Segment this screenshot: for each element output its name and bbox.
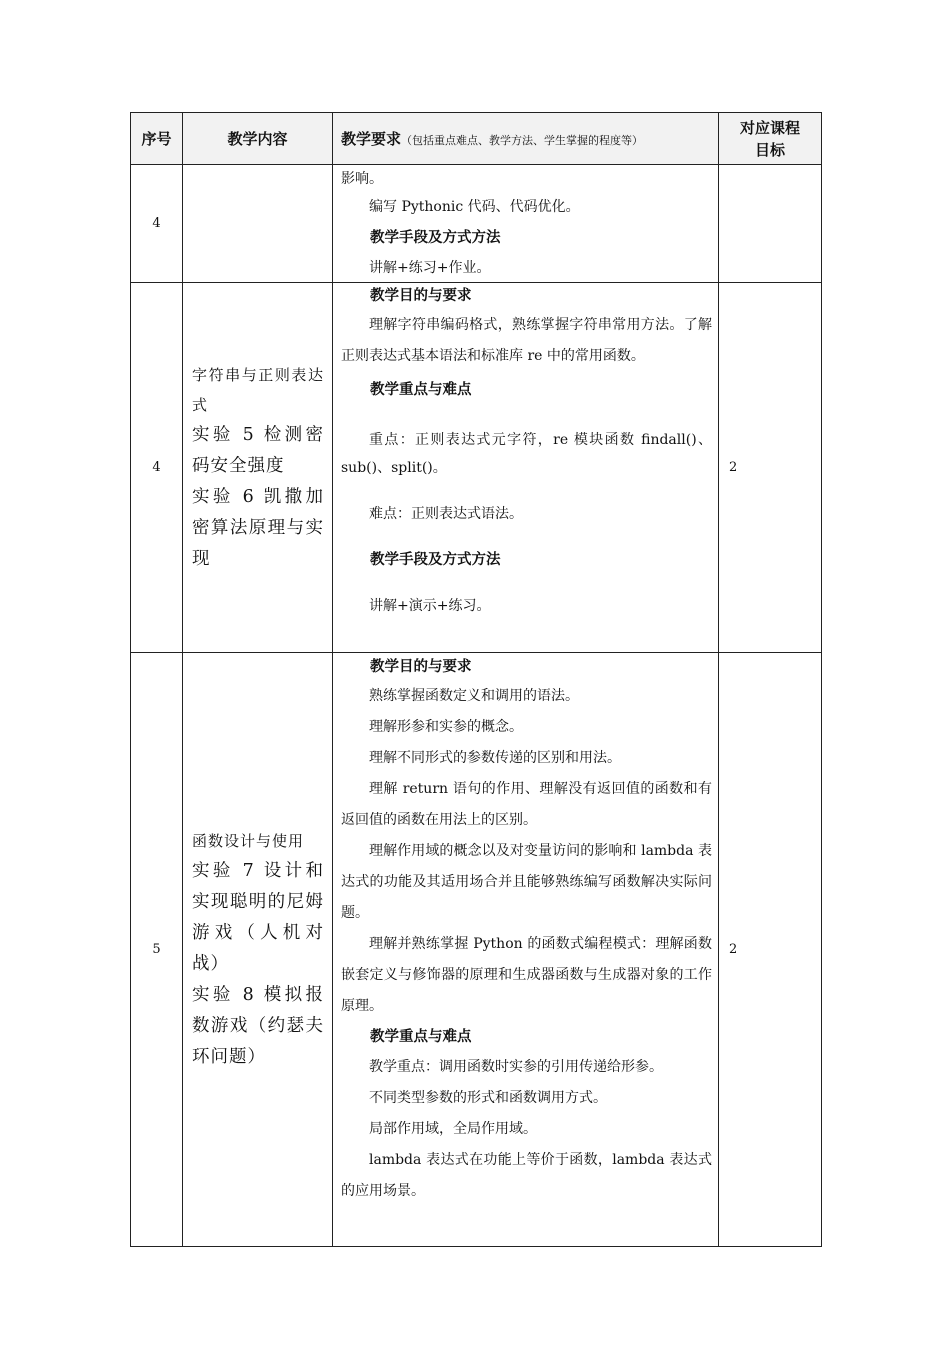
req-line: 编写 Pythonic 代码、代码优化。 bbox=[369, 199, 580, 215]
req-heading: 教学手段及方式方法 bbox=[370, 552, 501, 568]
row-requirements bbox=[333, 653, 719, 1247]
row-requirements bbox=[333, 165, 719, 283]
row-goal: 2 bbox=[719, 283, 822, 653]
header-seq: 序号 bbox=[131, 113, 183, 165]
row-goal bbox=[719, 165, 822, 283]
syllabus-table bbox=[130, 112, 822, 1247]
req-heading: 教学重点与难点 bbox=[370, 382, 472, 398]
header-requirements-main: 教学要求 bbox=[341, 130, 402, 148]
req-heading: 教学手段及方式方法 bbox=[370, 230, 501, 246]
req-line: 不同类型参数的形式和函数调用方式。 bbox=[369, 1090, 607, 1106]
req-line: lambda 表达式在功能上等价于函数，lambda 表达式的应用场景。 bbox=[341, 1152, 712, 1199]
req-heading: 教学重点与难点 bbox=[370, 1029, 472, 1045]
req-line: 熟练掌握函数定义和调用的语法。 bbox=[369, 688, 579, 704]
header-content: 教学内容 bbox=[183, 113, 333, 165]
req-line: 重点：正则表达式元字符，re 模块函数 findall()、sub()、split()。 bbox=[341, 432, 712, 476]
req-line: 理解字符串编码格式，熟练掌握字符串常用方法。了解正则表达式基本语法和标准库 re 中的常用函数。 bbox=[341, 317, 712, 364]
header-goal-line2: 目标 bbox=[754, 140, 785, 159]
header-goal-line1: 对应课程 bbox=[739, 118, 800, 137]
req-line: 讲解+演示+练习。 bbox=[369, 598, 491, 614]
req-line: 影响。 bbox=[341, 171, 383, 187]
req-line: 教学重点：调用函数时实参的引用传递给形参。 bbox=[369, 1059, 663, 1075]
table-header-row bbox=[131, 113, 822, 165]
content-title: 字符串与正则表达式 bbox=[192, 366, 324, 414]
table-row bbox=[131, 165, 822, 283]
row-num: 4 bbox=[131, 165, 183, 283]
content-experiment: 实验 6 凯撒加密算法原理与实现 bbox=[192, 487, 324, 569]
req-line: 理解不同形式的参数传递的区别和用法。 bbox=[369, 750, 621, 766]
header-requirements-note: （包括重点难点、教学方法、学生掌握的程度等） bbox=[401, 134, 644, 147]
row-content bbox=[183, 283, 333, 653]
header-requirements bbox=[333, 113, 719, 165]
header-goal bbox=[719, 113, 822, 165]
row-num: 4 bbox=[131, 283, 183, 653]
row-goal: 2 bbox=[719, 653, 822, 1247]
req-line: 理解形参和实参的概念。 bbox=[369, 719, 523, 735]
req-line: 理解 return 语句的作用、理解没有返回值的函数和有返回值的函数在用法上的区别。 bbox=[341, 781, 712, 828]
syllabus-table-page bbox=[130, 112, 821, 1246]
row-content bbox=[183, 165, 333, 283]
req-line: 难点：正则表达式语法。 bbox=[369, 506, 523, 522]
req-heading: 教学目的与要求 bbox=[370, 288, 472, 304]
row-content bbox=[183, 653, 333, 1247]
content-experiment: 实验 8 模拟报数游戏（约瑟夫环问题） bbox=[192, 985, 324, 1067]
row-requirements bbox=[333, 283, 719, 653]
table-row bbox=[131, 283, 822, 653]
req-heading: 教学目的与要求 bbox=[370, 659, 472, 675]
content-experiment: 实验 5 检测密码安全强度 bbox=[192, 425, 324, 476]
content-title: 函数设计与使用 bbox=[192, 832, 305, 850]
table-row bbox=[131, 653, 822, 1247]
row-num: 5 bbox=[131, 653, 183, 1247]
req-line: 理解并熟练掌握 Python 的函数式编程模式：理解函数嵌套定义与修饰器的原理和生成器函数与生成器对象的工作原理。 bbox=[341, 936, 712, 1014]
req-line: 讲解+练习+作业。 bbox=[369, 260, 491, 276]
req-line: 理解作用域的概念以及对变量访问的影响和 lambda 表达式的功能及其适用场合并且能够熟练编写函数解决实际问题。 bbox=[341, 843, 712, 921]
content-experiment: 实验 7 设计和实现聪明的尼姆游戏（人机对战） bbox=[192, 861, 324, 974]
req-line: 局部作用域，全局作用域。 bbox=[369, 1121, 537, 1137]
